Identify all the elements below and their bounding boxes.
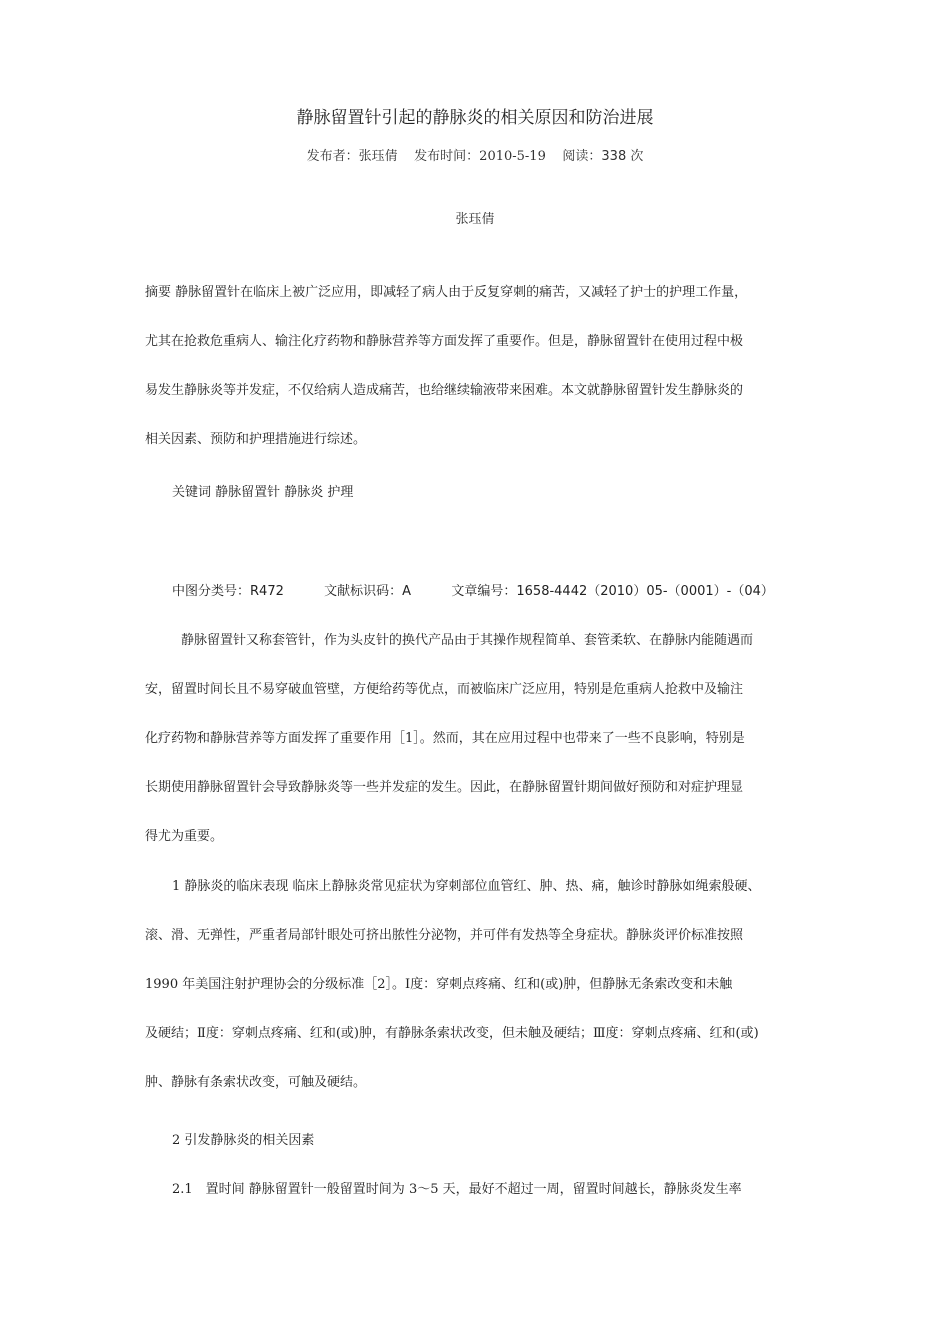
section-2-heading: 2 引发静脉炎的相关因素: [172, 1133, 315, 1148]
reads-unit: 次: [630, 149, 644, 164]
intro-line: 长期使用静脉留置针会导致静脉炎等一些并发症的发生。因此，在静脉留置针期间做好预防和对症护理显: [145, 780, 744, 795]
intro-line: 安，留置时间长且不易穿破血管壁，方便给药等优点，而被临床广泛应用，特别是危重病人抢救中及输注: [145, 682, 744, 697]
section-2-1: 2.1 置时间 静脉留置针一般留置时间为 3～5 天，最好不超过一周，留置时间越长，静脉炎发生率: [172, 1182, 742, 1197]
reads-count: 338: [601, 149, 627, 164]
intro-line: 得尤为重要。: [145, 829, 224, 844]
page-title: 静脉留置针引起的静脉炎的相关原因和防治进展: [296, 108, 654, 128]
section-1-line: 肿、静脉有条索状改变，可触及硬结。: [145, 1075, 367, 1090]
doc-id-label: 文献标识码：: [324, 584, 403, 599]
abstract-line: 相关因素、预防和护理措施进行综述。: [145, 432, 367, 447]
publish-time: 2010-5-19: [479, 149, 546, 164]
article-no-code: 1658-4442（2010）05-（0001）-（04）: [516, 584, 774, 599]
section-1-line: 滚、滑、无弹性，严重者局部针眼处可挤出脓性分泌物，并可伴有发热等全身症状。静脉炎评价标准按照: [145, 928, 744, 943]
reads-label: 阅读：: [562, 149, 602, 164]
abstract-line: 易发生静脉炎等并发症，不仅给病人造成痛苦，也给继续输液带来困难。本文就静脉留置针发生静脉炎的: [145, 383, 744, 398]
article-no-label: 文章编号：: [451, 584, 517, 599]
keywords: 关键词 静脉留置针 静脉炎 护理: [172, 485, 354, 500]
classification-line: [172, 580, 774, 599]
intro-paragraph: [145, 616, 815, 861]
intro-line: 静脉留置针又称套管针，作为头皮针的换代产品由于其操作规程简单、套管柔软、在静脉内能随遇而: [181, 633, 754, 648]
intro-line: 化疗药物和静脉营养等方面发挥了重要作用［1］。然而，其在应用过程中也带来了一些不良影响，特别是: [145, 731, 745, 746]
section-1-line: 1 静脉炎的临床表现 临床上静脉炎常见症状为穿刺部位血管红、肿、热、痛，触诊时静脉如绳索般硬、: [172, 879, 761, 894]
abstract-line: 摘要 静脉留置针在临床上被广泛应用，即减轻了病人由于反复穿刺的痛苦，又减轻了护士的护理工作量，: [145, 285, 748, 300]
section-1: [145, 862, 815, 1107]
clc-code: R472: [250, 584, 284, 599]
publish-time-label: 发布时间：: [414, 149, 480, 164]
section-1-line: 及硬结；Ⅱ度：穿刺点疼痛、红和(或)肿，有静脉条索状改变，但未触及硬结；Ⅲ度：穿刺点疼痛、红和(或): [145, 1026, 759, 1041]
clc-label: 中图分类号：: [172, 584, 251, 599]
abstract: [145, 268, 815, 464]
article-meta: [0, 145, 950, 164]
author-name: 张珏倩: [455, 212, 495, 227]
doc-id-code: A: [402, 584, 412, 599]
section-1-line: 1990 年美国注射护理协会的分级标准［2］。Ⅰ度：穿刺点疼痛、红和(或)肿，但静脉无条索改变和未触: [145, 977, 733, 992]
publisher-label: 发布者：: [306, 149, 359, 164]
publisher-name: 张珏倩: [358, 149, 398, 164]
abstract-line: 尤其在抢救危重病人、输注化疗药物和静脉营养等方面发挥了重要作。但是，静脉留置针在使用过程中极: [145, 334, 744, 349]
